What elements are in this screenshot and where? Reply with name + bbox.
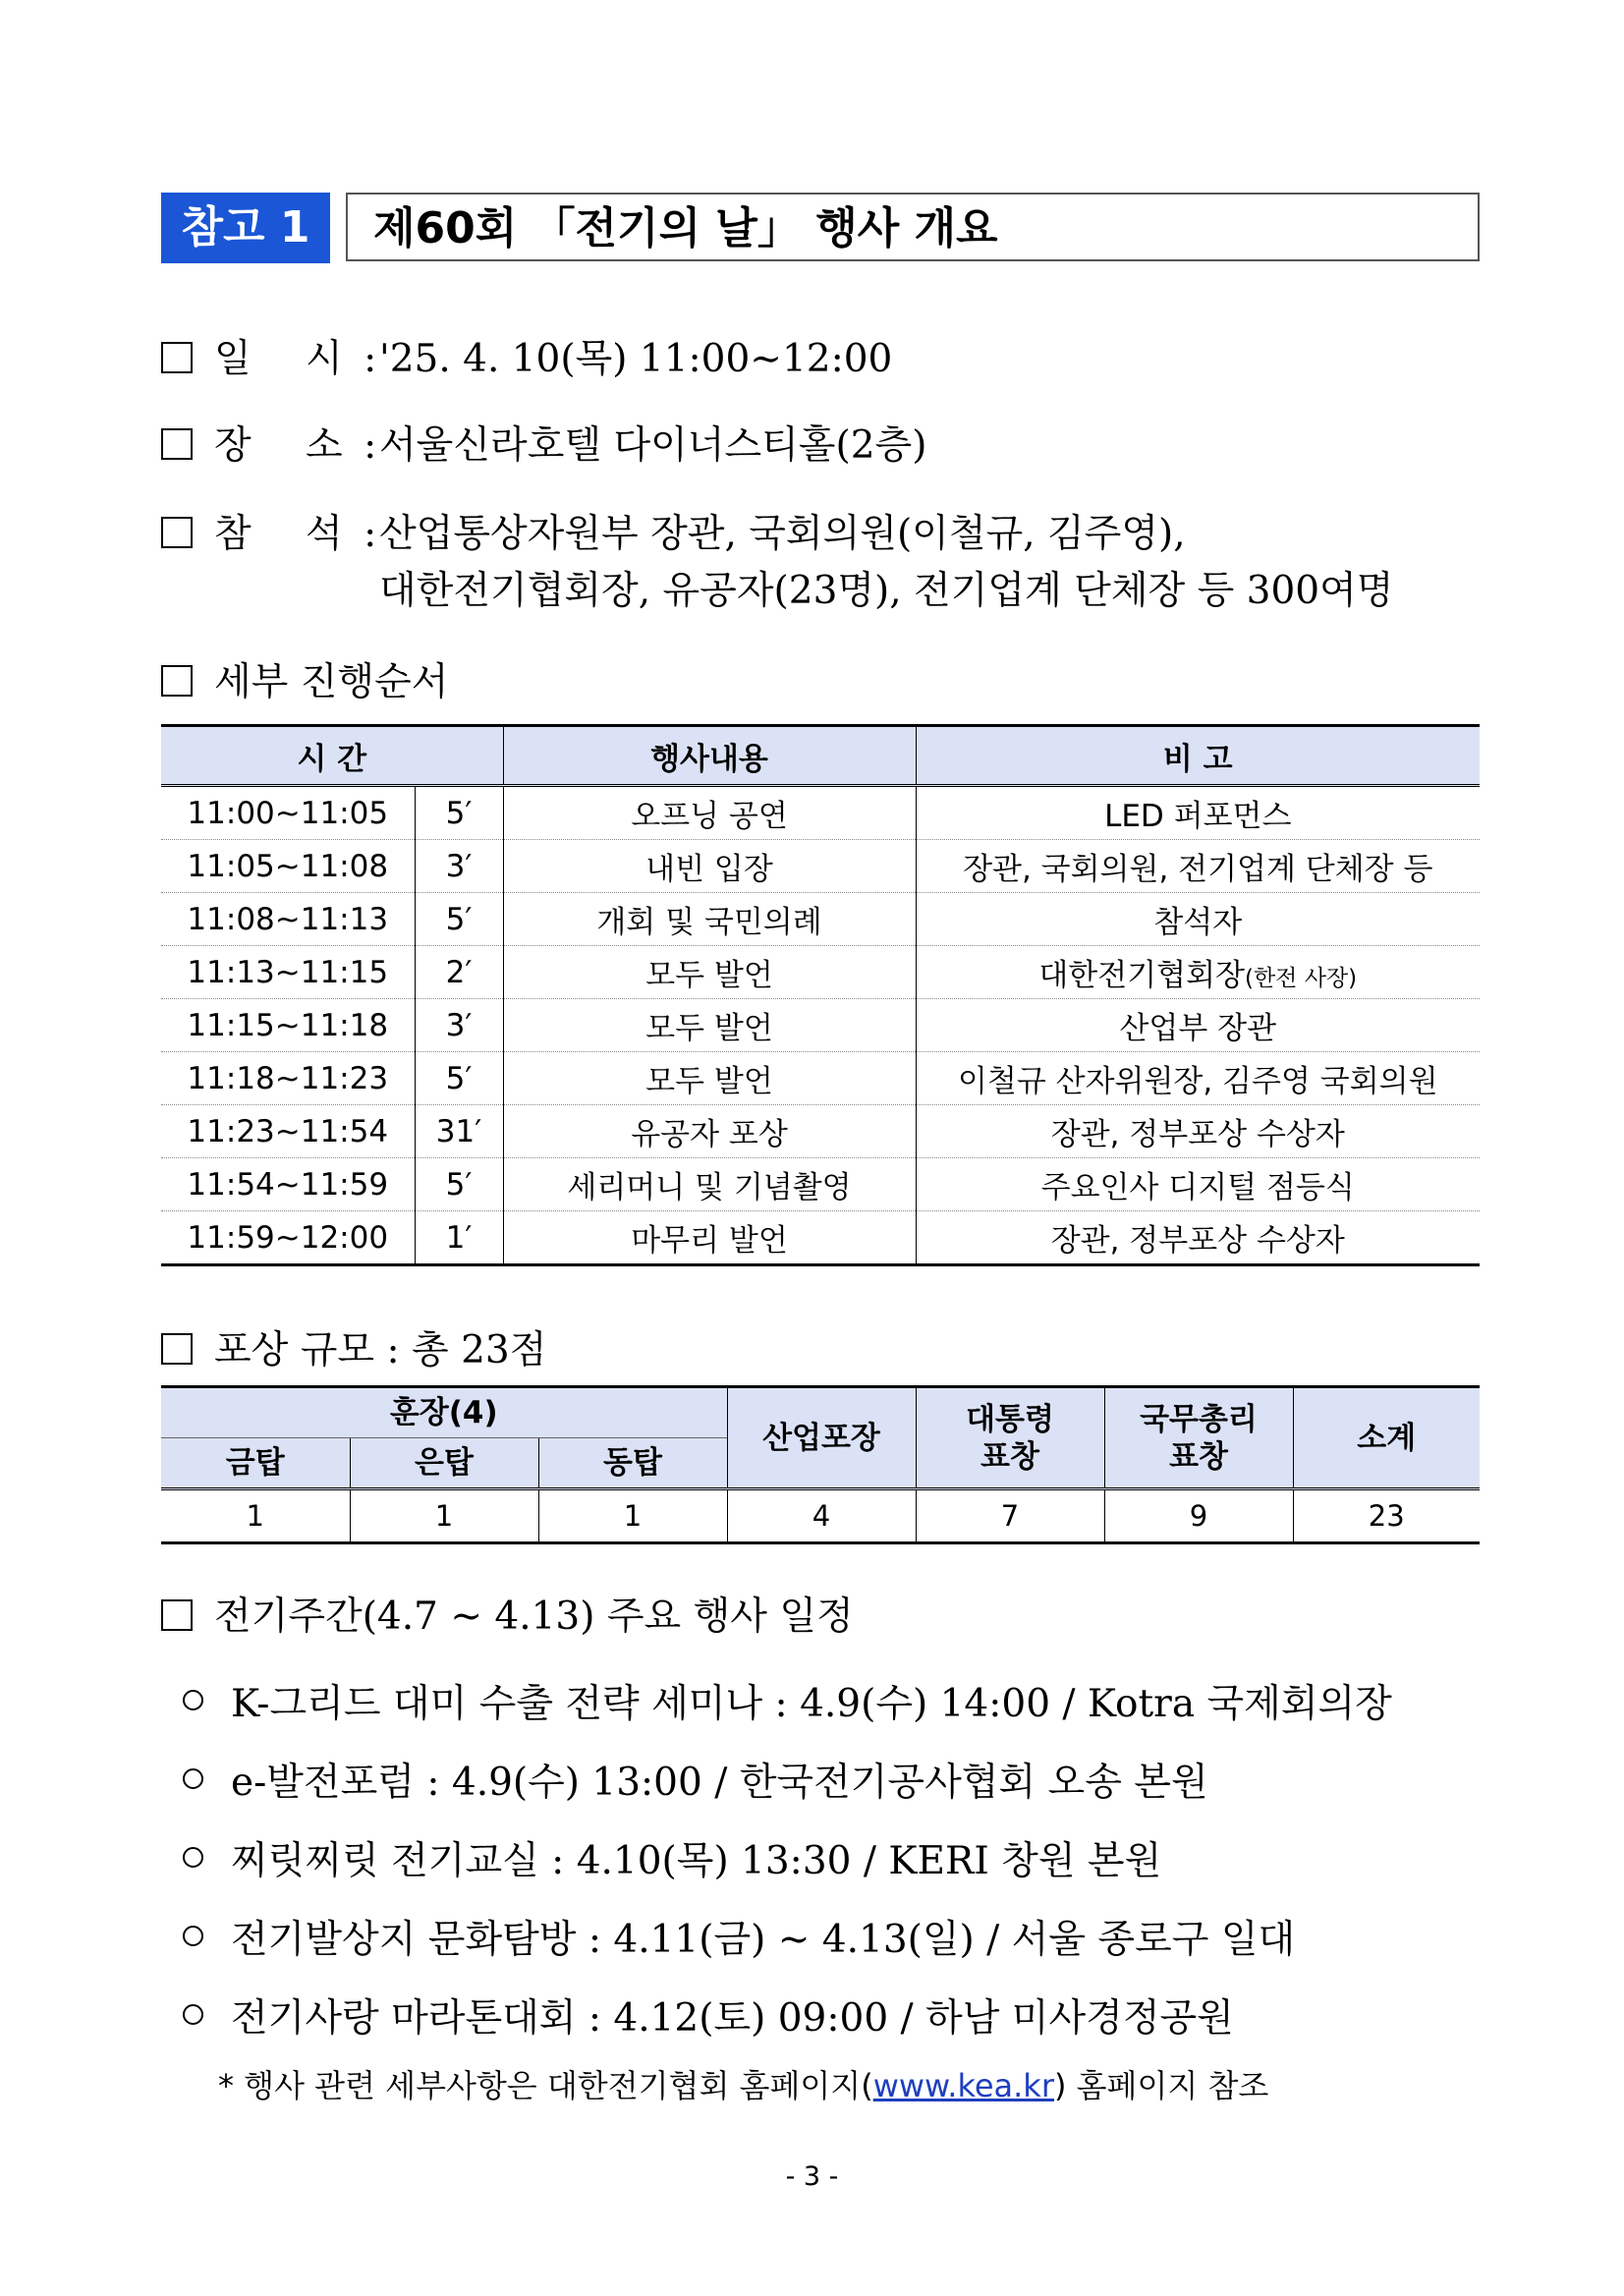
schedule-time <box>161 1211 415 1265</box>
schedule-duration <box>415 786 503 840</box>
schedule-row <box>161 1105 1480 1158</box>
schedule-row <box>161 946 1480 999</box>
schedule-row <box>161 1052 1480 1105</box>
schedule-duration-text: 1′ <box>445 1219 473 1256</box>
awards-value: 9 <box>1104 1489 1293 1543</box>
schedule-event <box>503 1105 916 1158</box>
week-heading-text: 전기주간(4.7 ~ 4.13) 주요 행사 일정 <box>214 1595 854 1639</box>
week-item-text: 찌릿찌릿 전기교실 : 4.10(목) 13:30 / KERI 창원 본원 <box>231 1839 1162 1883</box>
schedule-note-text: 대한전기협회장 <box>1038 958 1245 993</box>
schedule-note <box>916 840 1480 893</box>
schedule-duration <box>415 1158 503 1211</box>
schedule-time-text: 11:15~11:18 <box>187 1007 389 1043</box>
schedule-duration-text: 3′ <box>445 848 473 884</box>
venue-section <box>161 415 376 470</box>
attendees-label: 참 석 <box>214 512 364 556</box>
schedule-event-text: 세리머니 및 기념촬영 <box>567 1170 852 1205</box>
schedule-row <box>161 1211 1480 1265</box>
schedule-note-text: 장관, 정부포상 수상자 <box>1050 1117 1345 1152</box>
awards-col-president: 대통령 표창 <box>916 1387 1104 1489</box>
schedule-time <box>161 1052 415 1105</box>
schedule-event <box>503 999 916 1052</box>
schedule-event-text: 내빈 입장 <box>645 852 773 887</box>
week-item-text: 전기사랑 마라톤대회 : 4.12(토) 09:00 / 하남 미사경정공원 <box>231 1996 1234 2041</box>
schedule-note <box>916 893 1480 946</box>
awards-value: 1 <box>246 1499 264 1533</box>
schedule-note <box>916 1158 1480 1211</box>
schedule-duration <box>415 840 503 893</box>
awards-sub-silver: 은탑 <box>350 1438 538 1489</box>
schedule-event <box>503 1052 916 1105</box>
schedule-note-text: 주요인사 디지털 점등식 <box>1040 1170 1355 1205</box>
schedule-duration-text: 3′ <box>445 1007 473 1043</box>
document-header <box>161 193 1480 263</box>
schedule-note-text: 산업부 장관 <box>1119 1011 1277 1046</box>
attendees-section <box>161 503 376 558</box>
schedule-event-text: 개회 및 국민의례 <box>596 905 822 940</box>
awards-col-industry: 산업포장 <box>727 1387 916 1489</box>
awards-heading <box>161 1319 546 1374</box>
schedule-time-text: 11:59~12:00 <box>187 1219 389 1256</box>
awards-value: 7 <box>916 1489 1104 1543</box>
schedule-duration-text: 5′ <box>445 1166 473 1203</box>
schedule-row <box>161 840 1480 893</box>
awards-values-row <box>161 1489 1480 1543</box>
footnote <box>218 2061 1268 2106</box>
schedule-note <box>916 786 1480 840</box>
schedule-event <box>503 786 916 840</box>
footnote-text-end: ) 홈페이지 참조 <box>1053 2067 1269 2104</box>
awards-group-header: 훈장(4) <box>161 1387 727 1438</box>
date-value: '25. 4. 10(목) 11:00∼12:00 <box>379 337 893 381</box>
schedule-note-text: 장관, 국회의원, 전기업계 단체장 등 <box>963 852 1433 887</box>
checkbox-square-icon <box>161 428 193 460</box>
date-colon: : <box>364 337 377 381</box>
week-item <box>183 1830 1161 1885</box>
header-note: 비 고 <box>916 726 1480 786</box>
schedule-row <box>161 893 1480 946</box>
week-item-text: 전기발상지 문화탐방 : 4.11(금) ~ 4.13(일) / 서울 종로구 일대 <box>231 1918 1296 1962</box>
schedule-time-text: 11:00~11:05 <box>187 795 389 831</box>
circle-bullet-icon <box>183 2004 203 2025</box>
awards-value: 4 <box>727 1489 916 1543</box>
schedule-time <box>161 946 415 999</box>
circle-bullet-icon <box>183 1690 203 1710</box>
awards-heading-text: 포상 규모 : 총 23점 <box>214 1328 547 1372</box>
schedule-event <box>503 1158 916 1211</box>
schedule-row <box>161 999 1480 1052</box>
schedule-event-text: 모두 발언 <box>645 1011 773 1046</box>
header-event: 행사내용 <box>503 726 916 786</box>
schedule-time-text: 11:18~11:23 <box>187 1060 389 1096</box>
schedule-duration-text: 5′ <box>445 1060 473 1096</box>
schedule-note <box>916 1105 1480 1158</box>
schedule-event-text: 유공자 포상 <box>631 1117 788 1152</box>
week-item-text: K-그리드 대미 수출 전략 세미나 : 4.9(수) 14:00 / Kotra 국제회의장 <box>231 1682 1392 1726</box>
awards-value: 23 <box>1293 1489 1480 1543</box>
schedule-heading-text: 세부 진행순서 <box>214 660 449 704</box>
schedule-duration <box>415 1105 503 1158</box>
schedule-header-row <box>161 726 1480 786</box>
checkbox-square-icon <box>161 517 193 548</box>
schedule-note-sub: (한전 사장) <box>1244 966 1358 991</box>
circle-bullet-icon <box>183 1847 203 1868</box>
schedule-table <box>161 724 1480 1266</box>
schedule-note-text: LED 퍼포먼스 <box>1104 799 1292 834</box>
schedule-note-text: 장관, 정부포상 수상자 <box>1050 1223 1345 1259</box>
schedule-event-text: 오프닝 공연 <box>631 799 788 834</box>
header-time: 시 간 <box>161 726 503 786</box>
circle-bullet-icon <box>183 1926 203 1946</box>
schedule-note <box>916 1052 1480 1105</box>
checkbox-square-icon <box>161 1333 193 1365</box>
awards-value: 1 <box>538 1489 727 1543</box>
schedule-heading <box>161 651 448 706</box>
awards-sub-bronze: 동탑 <box>538 1438 727 1489</box>
schedule-time <box>161 840 415 893</box>
schedule-time <box>161 893 415 946</box>
schedule-event-text: 마무리 발언 <box>631 1223 788 1259</box>
week-item <box>183 1909 1295 1964</box>
schedule-row <box>161 786 1480 840</box>
schedule-note <box>916 946 1480 999</box>
schedule-duration <box>415 946 503 999</box>
schedule-time <box>161 1158 415 1211</box>
circle-bullet-icon <box>183 1768 203 1789</box>
footnote-text: * 행사 관련 세부사항은 대한전기협회 홈페이지( <box>218 2067 873 2104</box>
schedule-note-text: 참석자 <box>1153 905 1243 940</box>
attendees-line-2: 대한전기협회장, 유공자(23명), 전기업계 단체장 등 300여명 <box>379 569 1394 613</box>
awards-col-total: 소계 <box>1293 1387 1480 1489</box>
week-item <box>183 1752 1208 1807</box>
schedule-duration-text: 2′ <box>445 954 473 990</box>
reference-badge: 참고 1 <box>161 193 330 263</box>
checkbox-square-icon <box>161 1599 193 1631</box>
week-heading <box>161 1586 854 1641</box>
schedule-note <box>916 999 1480 1052</box>
schedule-note-text: 이철규 산자위원장, 김주영 국회의원 <box>957 1064 1438 1099</box>
schedule-event <box>503 946 916 999</box>
schedule-event <box>503 840 916 893</box>
awards-header-row <box>161 1387 1480 1438</box>
kea-homepage-link[interactable]: www.kea.kr <box>872 2067 1054 2104</box>
schedule-time <box>161 786 415 840</box>
schedule-duration-text: 5′ <box>445 901 473 937</box>
schedule-duration <box>415 1211 503 1265</box>
week-item <box>183 1673 1392 1728</box>
date-section <box>161 328 376 383</box>
venue-label: 장 소 <box>214 423 364 468</box>
schedule-time-text: 11:08~11:13 <box>187 901 389 937</box>
venue-value: 서울신라호텔 다이너스티홀(2층) <box>379 423 927 468</box>
schedule-time-text: 11:23~11:54 <box>187 1113 389 1149</box>
schedule-time <box>161 999 415 1052</box>
checkbox-square-icon <box>161 665 193 697</box>
checkbox-square-icon <box>161 342 193 373</box>
venue-colon: : <box>364 423 377 468</box>
awards-value: 1 <box>350 1489 538 1543</box>
schedule-duration-text: 31′ <box>435 1113 482 1149</box>
week-item <box>183 1988 1234 2043</box>
schedule-duration <box>415 999 503 1052</box>
document-title: 제60회 「전기의 날」 행사 개요 <box>346 193 1480 261</box>
schedule-duration <box>415 1052 503 1105</box>
schedule-event <box>503 1211 916 1265</box>
schedule-row <box>161 1158 1480 1211</box>
schedule-event-text: 모두 발언 <box>645 1064 773 1099</box>
date-label: 일 시 <box>214 337 364 381</box>
attendees-line-1: 산업통상자원부 장관, 국회의원(이철규, 김주영), <box>379 512 1186 556</box>
attendees-colon: : <box>364 512 377 556</box>
schedule-event <box>503 893 916 946</box>
awards-sub-gold: 금탑 <box>161 1438 350 1489</box>
awards-col-pm: 국무총리 표창 <box>1104 1387 1293 1489</box>
schedule-event-text: 모두 발언 <box>645 958 773 993</box>
schedule-time-text: 11:54~11:59 <box>187 1166 389 1203</box>
schedule-time-text: 11:05~11:08 <box>187 848 389 884</box>
schedule-time-text: 11:13~11:15 <box>187 954 389 990</box>
schedule-time <box>161 1105 415 1158</box>
page-number: - 3 - <box>785 2161 839 2192</box>
schedule-duration <box>415 893 503 946</box>
awards-table <box>161 1385 1480 1544</box>
week-item-text: e-발전포럼 : 4.9(수) 13:00 / 한국전기공사협회 오송 본원 <box>231 1761 1208 1805</box>
schedule-duration-text: 5′ <box>445 795 473 831</box>
schedule-note <box>916 1211 1480 1265</box>
